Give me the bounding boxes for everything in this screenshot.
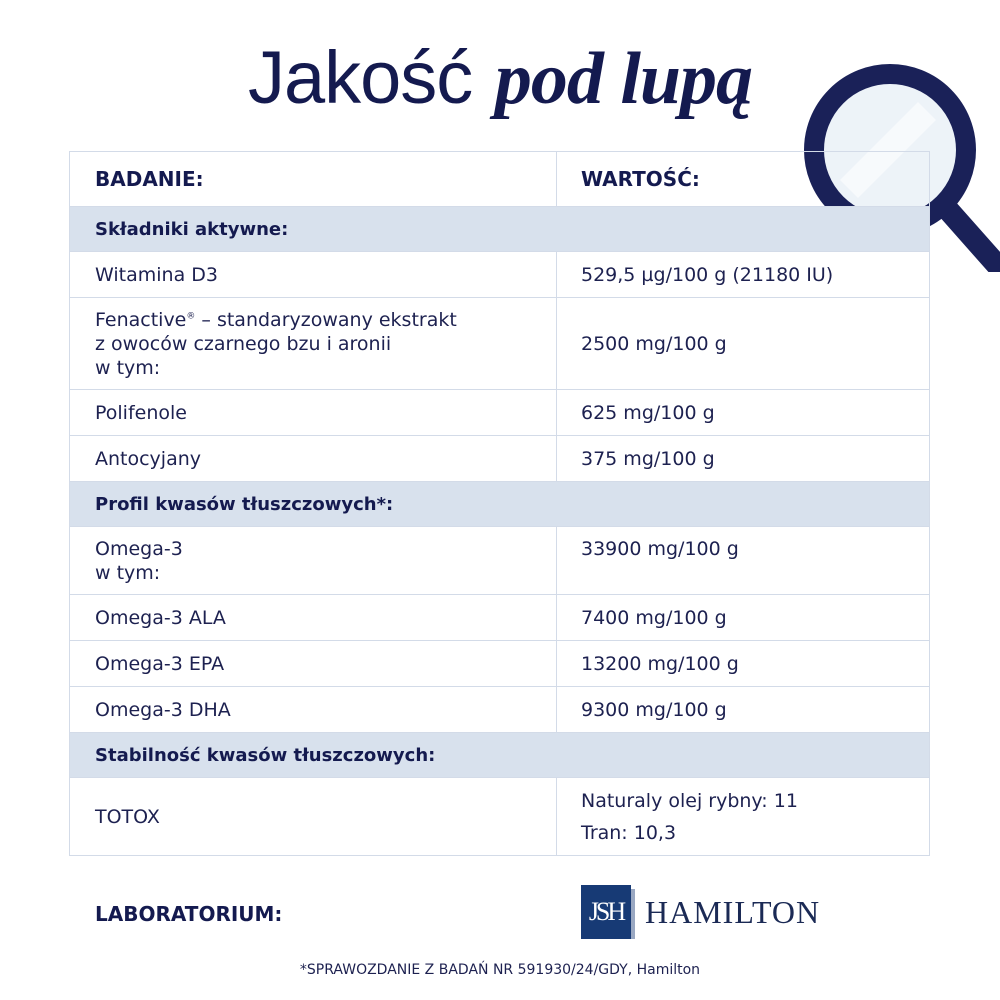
row-value [557,778,929,855]
row-test-name [70,436,557,481]
row-value [557,527,929,594]
table-header-row [70,152,929,206]
row-value [557,298,929,389]
row-value-line: 625 mg/100 g [581,401,715,424]
row-name-line: Omega-3 EPA [95,652,225,675]
row-value [557,687,929,732]
row-name-line: z owoców czarnego bzu i aronii [95,332,392,355]
row-name-line: w tym: [95,562,161,584]
row-value-line: 375 mg/100 g [581,447,715,470]
row-name-line: Witamina D3 [95,263,218,286]
row-value-line: 13200 mg/100 g [581,652,739,675]
section-title: Profil kwasów tłuszczowych*: [95,493,394,515]
row-test-name [70,390,557,435]
row-value-line: 7400 mg/100 g [581,606,727,629]
row-value [557,252,929,297]
row-test-name [70,252,557,297]
row-name-line: Omega-3 ALA [95,606,226,629]
row-name-line: w tym: [95,356,161,379]
title-part-bold: pod lupą [494,38,753,120]
row-value [557,641,929,686]
row-test-name [70,298,557,389]
logo-monogram: JSH [581,885,631,939]
section-title: Składniki aktywne: [95,218,289,240]
section-row [70,732,929,777]
results-table [69,151,930,856]
section-title: Stabilność kwasów tłuszczowych: [95,744,436,766]
header-col-test: BADANIE: [70,152,557,206]
hamilton-logo [581,885,820,939]
table-row [70,640,929,686]
row-name-line: Omega-3 DHA [95,698,231,721]
row-test-name [70,778,557,855]
row-name-line: TOTOX [95,805,160,828]
row-value-line: Naturaly olej rybny: 11 [581,789,798,812]
row-name-line: Omega-3 [95,538,183,560]
table-row [70,526,929,594]
row-value [557,436,929,481]
row-value [557,390,929,435]
table-row [70,435,929,481]
row-name-line: Polifenole [95,401,187,424]
table-row [70,297,929,389]
section-row [70,481,929,526]
footnote: *SPRAWOZDANIE Z BADAŃ NR 591930/24/GDY, Hamilton [299,962,701,978]
row-name-line: Fenactive® – standaryzowany ekstrakt [95,308,457,331]
row-test-name [70,641,557,686]
row-test-name [70,687,557,732]
row-value-line: 9300 mg/100 g [581,698,727,721]
table-row [70,777,929,855]
row-test-name [70,595,557,640]
row-value-line: Tran: 10,3 [581,821,677,844]
row-value-line: 2500 mg/100 g [581,332,727,355]
header-col-value: WARTOŚĆ: [581,167,700,191]
row-value-line: 33900 mg/100 g [581,538,739,560]
logo-name: HAMILTON [645,893,821,930]
row-name-line: Antocyjany [95,447,202,470]
row-value-line: 529,5 µg/100 g (21180 IU) [581,263,834,286]
row-test-name [70,527,557,594]
title-part-regular: Jakość [247,36,473,119]
table-row [70,594,929,640]
table-row [70,686,929,732]
section-row [70,206,929,251]
table-row [70,389,929,435]
row-value [557,595,929,640]
laboratory-label: LABORATORIUM: [95,902,283,926]
table-row [70,251,929,297]
